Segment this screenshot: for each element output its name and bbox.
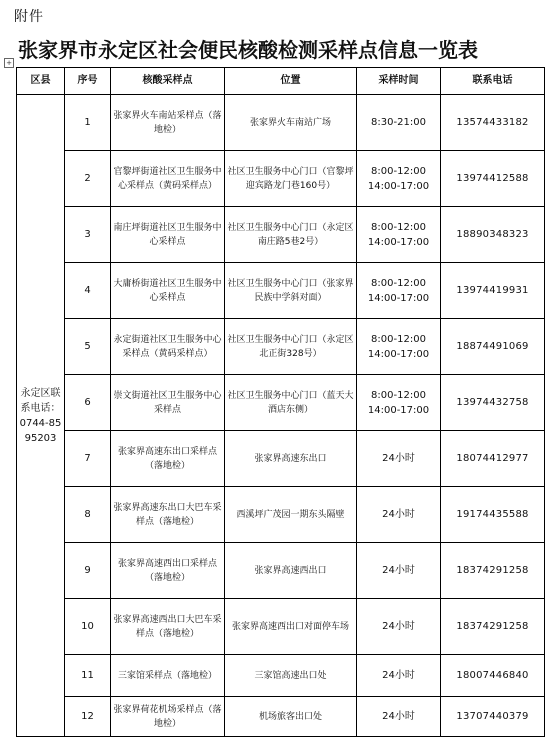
site-location: 张家界火车南站广场 (225, 95, 357, 151)
sampling-time: 24小时 (357, 655, 441, 697)
sampling-sites-table (16, 67, 545, 737)
contact-phone: 19174435588 (441, 487, 545, 543)
contact-phone: 13974419931 (441, 263, 545, 319)
table-move-handle-icon[interactable]: + (4, 58, 14, 68)
contact-phone: 18874491069 (441, 319, 545, 375)
attachment-label: 附件 (14, 9, 44, 25)
table-row (17, 487, 545, 543)
table-row (17, 151, 545, 207)
row-number: 12 (65, 697, 111, 737)
sampling-time: 8:30-21:00 (357, 95, 441, 151)
column-header-county: 区县 (17, 68, 65, 95)
site-name: 南庄坪街道社区卫生服务中心采样点 (111, 207, 225, 263)
sampling-time: 8:00-12:00 14:00-17:00 (357, 263, 441, 319)
site-name: 张家界火车南站采样点（落地检） (111, 95, 225, 151)
site-location: 机场旅客出口处 (225, 697, 357, 737)
row-number: 10 (65, 599, 111, 655)
table-row (17, 543, 545, 599)
column-header-site: 核酸采样点 (111, 68, 225, 95)
site-location: 社区卫生服务中心门口（永定区北正街328号） (225, 319, 357, 375)
site-name: 张家界高速西出口大巴车采样点（落地检） (111, 599, 225, 655)
table-row (17, 655, 545, 697)
table-row (17, 375, 545, 431)
table-row (17, 95, 545, 151)
row-number: 5 (65, 319, 111, 375)
sampling-time: 8:00-12:00 14:00-17:00 (357, 151, 441, 207)
column-header-number: 序号 (65, 68, 111, 95)
row-number: 1 (65, 95, 111, 151)
sampling-time: 24小时 (357, 543, 441, 599)
contact-phone: 18374291258 (441, 543, 545, 599)
contact-phone: 18890348323 (441, 207, 545, 263)
row-number: 4 (65, 263, 111, 319)
site-location: 社区卫生服务中心门口（张家界民族中学斜对面） (225, 263, 357, 319)
sampling-time: 8:00-12:00 14:00-17:00 (357, 375, 441, 431)
table-row (17, 319, 545, 375)
contact-phone: 13707440379 (441, 697, 545, 737)
row-number: 6 (65, 375, 111, 431)
column-header-location: 位置 (225, 68, 357, 95)
table-row (17, 697, 545, 737)
site-name: 官黎坪街道社区卫生服务中心采样点（黄码采样点） (111, 151, 225, 207)
row-number: 8 (65, 487, 111, 543)
site-location: 社区卫生服务中心门口（官黎坪迎宾路龙门巷160号） (225, 151, 357, 207)
county-cell: 永定区联系电话：0744-8595203 (17, 95, 65, 737)
row-number: 3 (65, 207, 111, 263)
row-number: 11 (65, 655, 111, 697)
site-name: 崇文街道社区卫生服务中心采样点 (111, 375, 225, 431)
site-location: 西溪坪广茂园一期东头隔壁 (225, 487, 357, 543)
row-number: 9 (65, 543, 111, 599)
table-row (17, 599, 545, 655)
site-name: 三家馆采样点（落地检） (111, 655, 225, 697)
site-location: 张家界高速西出口 (225, 543, 357, 599)
sampling-time: 24小时 (357, 599, 441, 655)
column-header-time: 采样时间 (357, 68, 441, 95)
site-name: 大庸桥街道社区卫生服务中心采样点 (111, 263, 225, 319)
site-location: 社区卫生服务中心门口（蓝天大酒店东侧） (225, 375, 357, 431)
contact-phone: 18074412977 (441, 431, 545, 487)
row-number: 2 (65, 151, 111, 207)
sampling-time: 24小时 (357, 431, 441, 487)
table-header-row (17, 68, 545, 95)
site-name: 永定街道社区卫生服务中心采样点（黄码采样点） (111, 319, 225, 375)
site-location: 张家界高速东出口 (225, 431, 357, 487)
site-name: 张家界高速东出口采样点（落地检） (111, 431, 225, 487)
contact-phone: 18374291258 (441, 599, 545, 655)
site-name: 张家界高速西出口采样点（落地检） (111, 543, 225, 599)
sampling-time: 24小时 (357, 487, 441, 543)
row-number: 7 (65, 431, 111, 487)
sampling-time: 24小时 (357, 697, 441, 737)
site-location: 社区卫生服务中心门口（永定区南庄路5巷2号） (225, 207, 357, 263)
site-location: 张家界高速西出口对面停车场 (225, 599, 357, 655)
site-location: 三家馆高速出口处 (225, 655, 357, 697)
table-row (17, 263, 545, 319)
column-header-phone: 联系电话 (441, 68, 545, 95)
contact-phone: 13974432758 (441, 375, 545, 431)
site-name: 张家界高速东出口大巴车采样点（落地检） (111, 487, 225, 543)
sampling-time: 8:00-12:00 14:00-17:00 (357, 319, 441, 375)
contact-phone: 13974412588 (441, 151, 545, 207)
table-row (17, 431, 545, 487)
sampling-time: 8:00-12:00 14:00-17:00 (357, 207, 441, 263)
contact-phone: 18007446840 (441, 655, 545, 697)
table-row (17, 207, 545, 263)
site-name: 张家界荷花机场采样点（落地检） (111, 697, 225, 737)
document-title: 张家界市永定区社会便民核酸检测采样点信息一览表 (18, 38, 478, 62)
contact-phone: 13574433182 (441, 95, 545, 151)
